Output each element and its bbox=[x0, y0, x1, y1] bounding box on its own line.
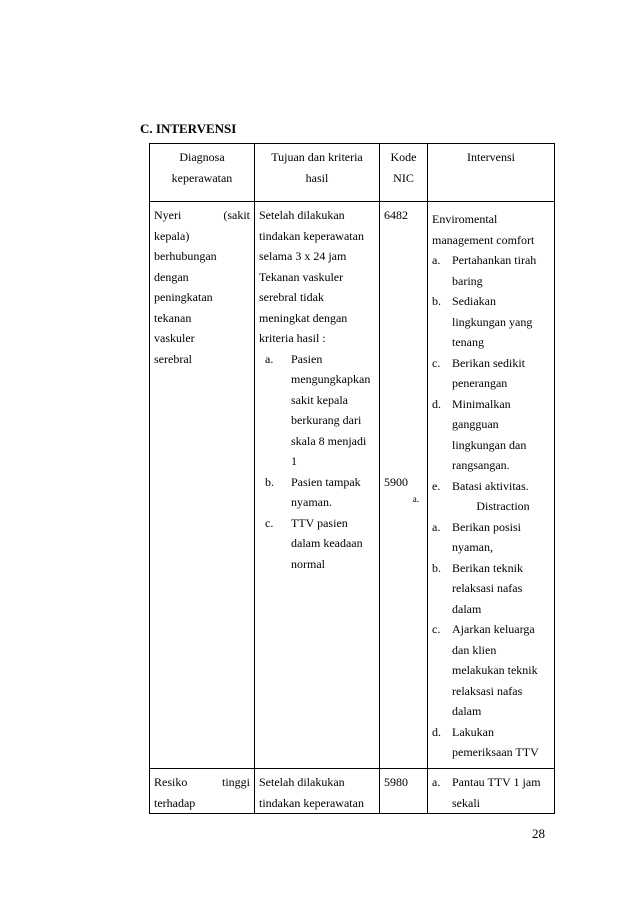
tujuan-cell: Setelah dilakukan tindakan keperawatan selama 3 x 24 jam Tekanan vaskuler serebral tidak meningkat dengan kriteria hasil : a. Pasien mengungkapkan sakit kepala berkurang dari skala 8 menjadi 1 b. Pasien tampak nyaman. c. TTV pasien dalam keadaan normal bbox=[255, 202, 380, 769]
page-number: 28 bbox=[532, 826, 545, 841]
header-diagnosa: Diagnosa keperawatan bbox=[150, 144, 255, 202]
list-item: d. Lakukan pemeriksaan TTV bbox=[432, 724, 539, 759]
list-item: b. Pasien tampak nyaman. bbox=[265, 474, 361, 509]
kode-nic-3: 5980 bbox=[384, 775, 408, 789]
table-row bbox=[150, 202, 555, 769]
diagnosa-first-line: Resiko tinggi bbox=[154, 775, 250, 789]
intervensi-list-2 bbox=[432, 517, 550, 763]
diagnosa-first-line: Nyeri (sakit bbox=[154, 208, 250, 222]
intervensi-subtitle: Distraction bbox=[476, 499, 530, 513]
list-item: c. Ajarkan keluarga dan klien melakukan teknik relaksasi nafas dalam bbox=[432, 622, 538, 718]
intervensi-title: Enviromental management comfort bbox=[432, 212, 535, 247]
intervensi-list bbox=[432, 772, 550, 813]
list-item: a. Berikan posisi nyaman, bbox=[432, 519, 521, 554]
list-item: d. Minimalkan gangguan lingkungan dan rangsangan. bbox=[432, 396, 527, 472]
list-item: c. TTV pasien dalam keadaan normal bbox=[265, 515, 363, 571]
kode-marker: a. bbox=[412, 494, 419, 504]
kode-cell bbox=[380, 202, 428, 769]
table-row bbox=[150, 769, 555, 814]
header-kode: Kode NIC bbox=[380, 144, 428, 202]
diagnosa-cell: Nyeri (sakit kepala) berhubungan dengan peningkatan tekanan vaskuler serebral bbox=[150, 202, 255, 769]
section-heading: C. INTERVENSI bbox=[140, 121, 237, 136]
kode-nic-1: 6482 bbox=[384, 208, 408, 222]
header-tujuan: Tujuan dan kriteria hasil bbox=[255, 144, 380, 202]
list-item: c. Berikan sedikit penerangan bbox=[432, 355, 525, 390]
list-item: a. Pantau TTV 1 jam sekali bbox=[432, 775, 541, 810]
list-item: a. Pasien mengungkapkan sakit kepala berkurang dari skala 8 menjadi 1 bbox=[265, 351, 371, 468]
list-item: a. Pertahankan tirah baring bbox=[432, 253, 537, 288]
table-header-row bbox=[150, 144, 555, 202]
kriteria-list bbox=[259, 349, 375, 575]
diagnosa-cell: Resiko tinggi terhadap bbox=[150, 769, 255, 814]
list-item: b. Berikan teknik relaksasi nafas dalam bbox=[432, 560, 523, 616]
intervensi-cell bbox=[428, 769, 555, 814]
intervention-table bbox=[149, 143, 555, 814]
tujuan-cell: Setelah dilakukan tindakan keperawatan bbox=[255, 769, 380, 814]
list-item: b. Sediakan lingkungan yang tenang bbox=[432, 294, 533, 349]
intervensi-list bbox=[432, 250, 550, 496]
kode-nic-2: 5900 bbox=[384, 474, 408, 489]
intervensi-cell bbox=[428, 202, 555, 769]
list-item: e. Batasi aktivitas. bbox=[432, 478, 529, 493]
header-intervensi: Intervensi bbox=[428, 144, 555, 202]
kode-cell bbox=[380, 769, 428, 814]
